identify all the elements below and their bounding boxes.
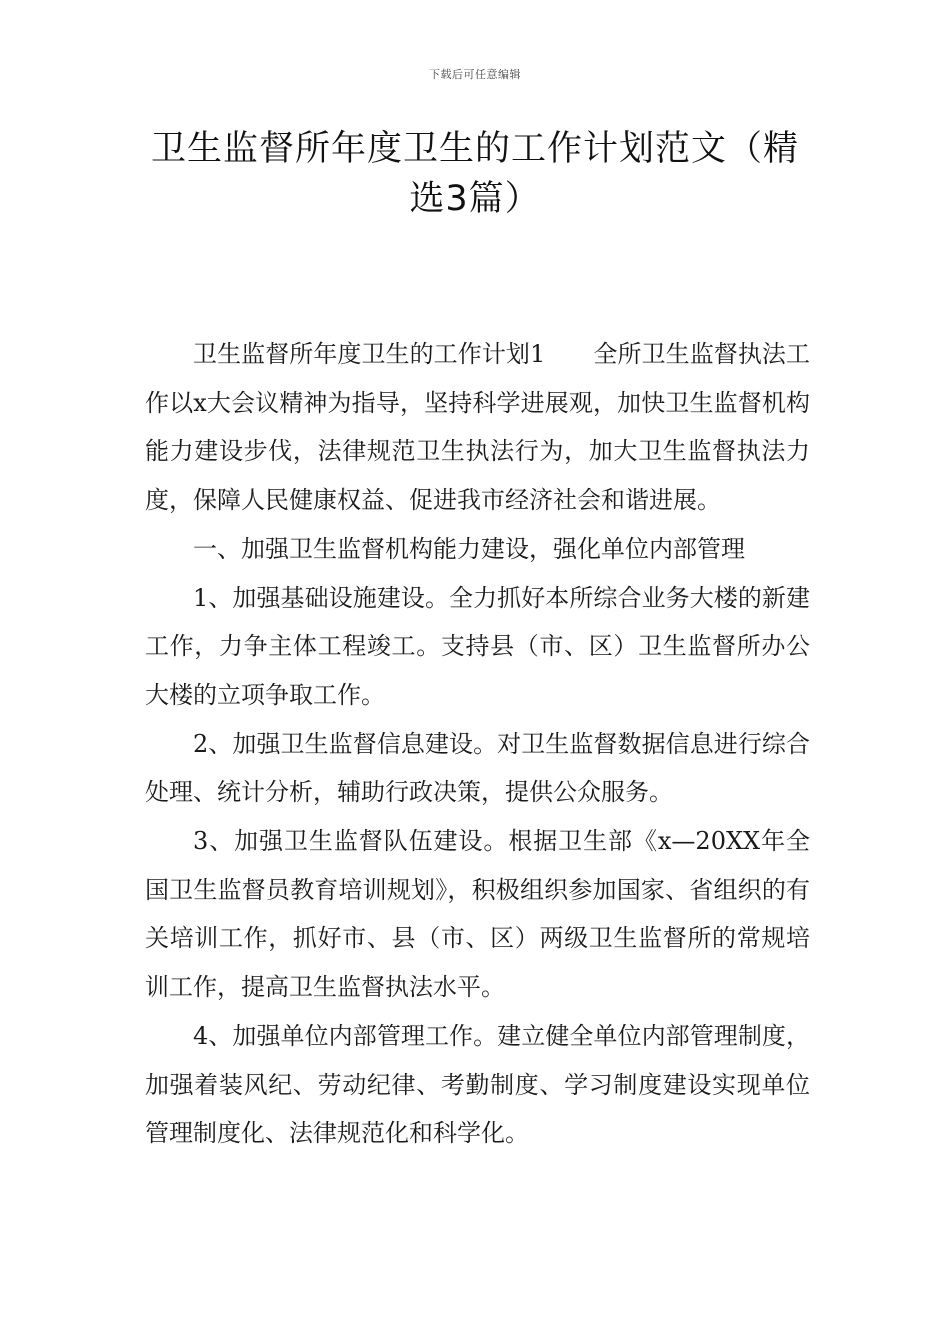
section-heading: 一、加强卫生监督机构能力建设，强化单位内部管理	[193, 534, 745, 563]
document-title: 卫生监督所年度卫生的工作计划范文（精选3篇）	[150, 129, 799, 219]
paragraph-item-3: 3、加强卫生监督队伍建设。根据卫生部《x—20XX年全国卫生监督员教育培训规划》，积极组织参加国家、省组织的有关培训工作，抓好市、县（市、区）两级卫生监督所的常规培训工作，提高卫生监督执法水平。	[145, 827, 810, 1002]
paragraph-intro: 卫生监督所年度卫生的工作计划1 全所卫生监督执法工作以x大会议精神为指导，坚持科学进展观，加快卫生监督机构能力建设步伐，法律规范卫生执法行为，加大卫生监督执法力度，保障人民健康权益、促进我市经济社会和谐进展。	[145, 340, 810, 515]
document-body	[145, 330, 810, 1158]
paragraph-item-2: 2、加强卫生监督信息建设。对卫生监督数据信息进行综合处理、统计分析，辅助行政决策，提供公众服务。	[145, 729, 810, 807]
header-note: 下载后可任意编辑	[429, 68, 521, 81]
paragraph-item-1: 1、加强基础设施建设。全力抓好本所综合业务大楼的新建工作，力争主体工程竣工。支持县（市、区）卫生监督所办公大楼的立项争取工作。	[145, 583, 810, 709]
paragraph-item-4: 4、加强单位内部管理工作。建立健全单位内部管理制度，加强着装风纪、劳动纪律、考勤制度、学习制度建设实现单位管理制度化、法律规范化和科学化。	[145, 1021, 810, 1148]
